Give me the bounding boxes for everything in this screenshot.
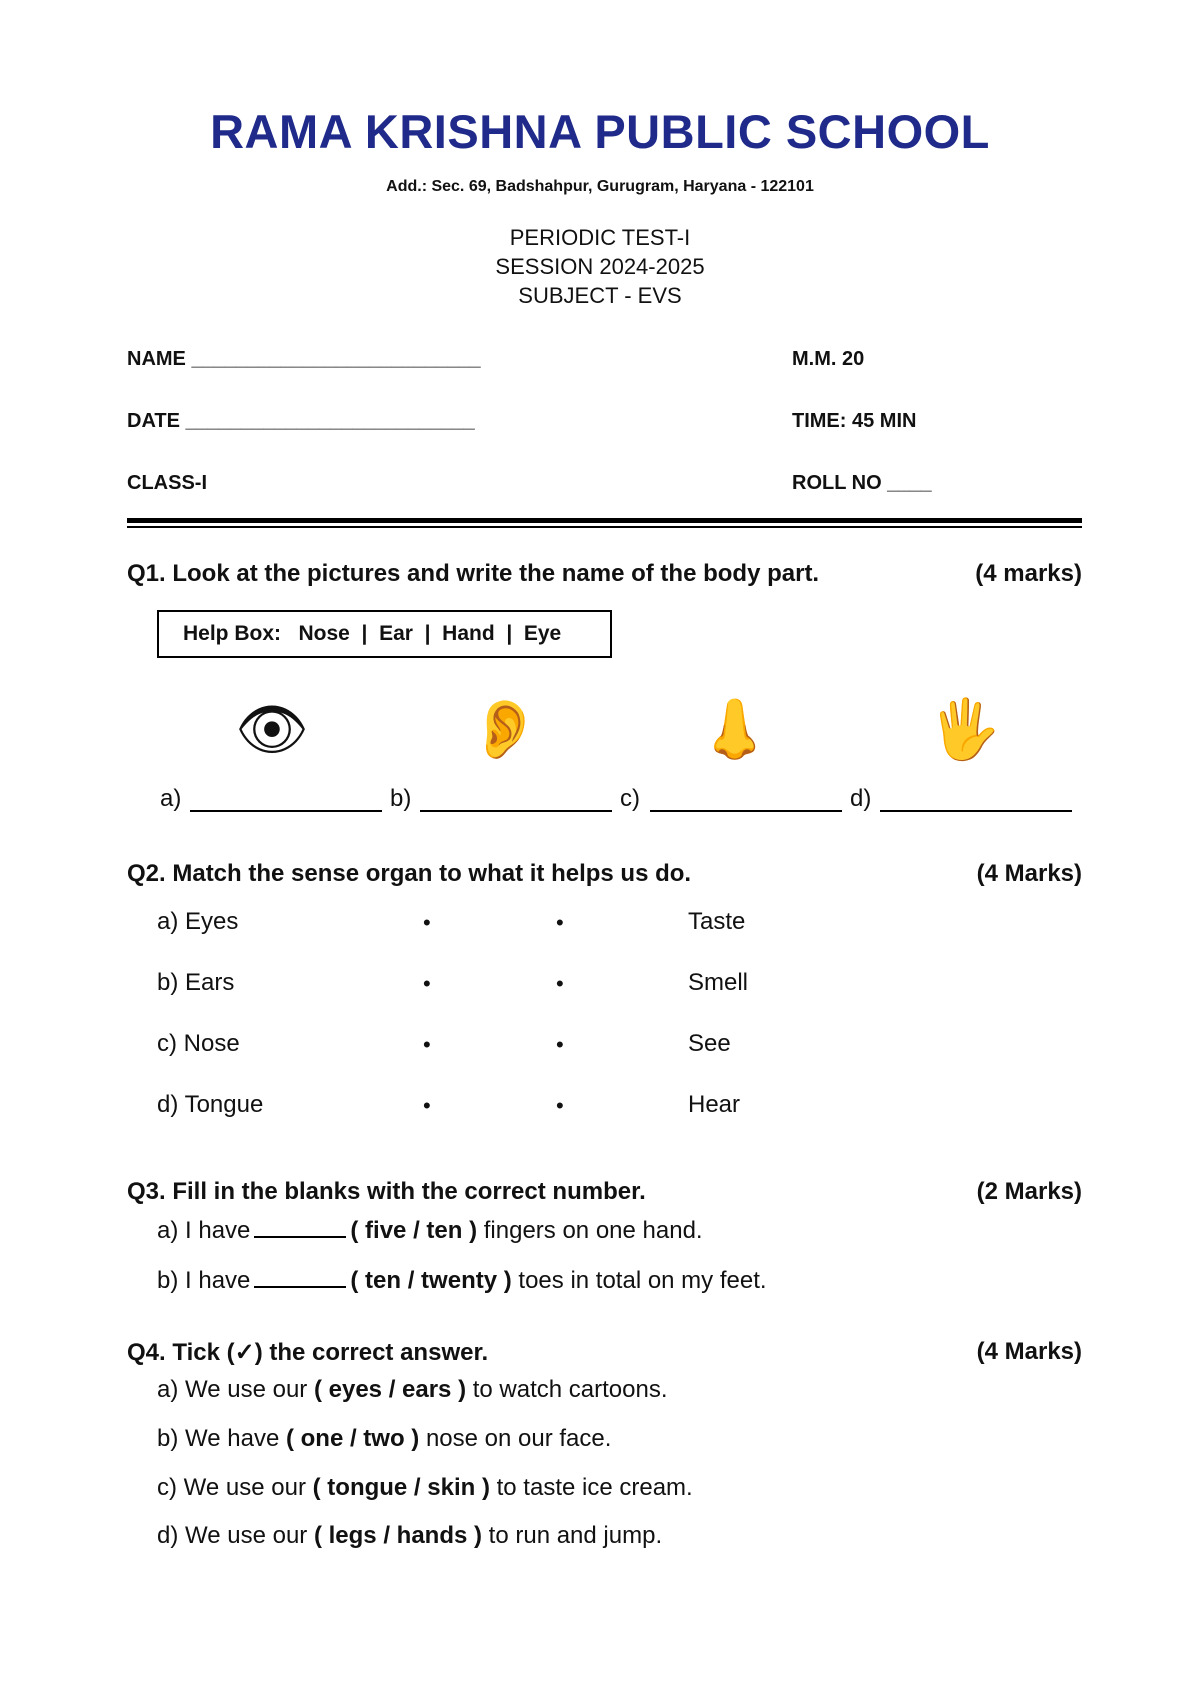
q2-right-item: Taste xyxy=(688,908,746,935)
q4-item-c xyxy=(157,1474,693,1502)
max-marks: M.M. 20 xyxy=(792,348,865,370)
help-box xyxy=(157,610,612,658)
subject-title: SUBJECT - EVS xyxy=(518,283,682,308)
q4-item-d-options[interactable]: ( legs / hands ) xyxy=(313,1522,482,1549)
q4-title: Q4. Tick (✓) the correct answer. xyxy=(127,1339,489,1366)
q4-item-c-pre: c) We use our xyxy=(157,1474,306,1501)
q1-answer-d[interactable] xyxy=(880,810,1072,812)
name-field[interactable]: NAME __________________________ xyxy=(127,348,481,370)
match-dot-left[interactable]: • xyxy=(423,910,431,935)
match-dot-left[interactable]: • xyxy=(423,1093,431,1118)
q2-title: Q2. Match the sense organ to what it helps us do. xyxy=(127,860,692,887)
q3-blank-a[interactable] xyxy=(254,1216,346,1238)
q4-item-b-post: nose on our face. xyxy=(425,1425,612,1452)
q3-blank-b[interactable] xyxy=(254,1266,346,1288)
time-label: TIME: 45 MIN xyxy=(792,410,917,432)
date-field[interactable]: DATE __________________________ xyxy=(127,410,475,432)
q2-left-item: c) Nose xyxy=(157,1030,240,1057)
q3-item-a-post: fingers on one hand. xyxy=(483,1217,703,1244)
q2-left-item: d) Tongue xyxy=(157,1091,264,1118)
q3-title: Q3. Fill in the blanks with the correct number. xyxy=(127,1178,646,1205)
q3-item-b-pre: b) I have xyxy=(157,1267,251,1294)
q1-marks: (4 marks) xyxy=(975,560,1082,587)
q4-item-c-options[interactable]: ( tongue / skin ) xyxy=(312,1474,490,1501)
q2-left-item: a) Eyes xyxy=(157,908,239,935)
q1-answer-a[interactable] xyxy=(190,810,382,812)
header-divider xyxy=(127,518,1082,523)
ear-icon: 👂 xyxy=(468,697,542,762)
eye-icon: 👁 xyxy=(235,697,309,762)
q1-answer-c[interactable] xyxy=(650,810,842,812)
school-address: Add.: Sec. 69, Badshahpur, Gurugram, Haryana - 122101 xyxy=(386,178,814,195)
q4-item-c-post: to taste ice cream. xyxy=(496,1474,693,1501)
session-title: SESSION 2024-2025 xyxy=(495,254,705,279)
q3-item-a xyxy=(157,1216,703,1245)
q2-left-item: b) Ears xyxy=(157,969,235,996)
q4-item-d-pre: d) We use our xyxy=(157,1522,308,1549)
test-title: PERIODIC TEST-I xyxy=(509,225,691,250)
match-dot-right[interactable]: • xyxy=(556,971,564,996)
q4-item-a-pre: a) We use our xyxy=(157,1376,308,1403)
match-dot-right[interactable]: • xyxy=(556,1093,564,1118)
nose-icon: 👃 xyxy=(698,697,772,762)
q3-item-b xyxy=(157,1266,767,1295)
match-dot-right[interactable]: • xyxy=(556,910,564,935)
q2-right-item: Hear xyxy=(688,1091,741,1118)
q2-right-item: Smell xyxy=(688,969,749,996)
q4-item-d-post: to run and jump. xyxy=(488,1522,663,1549)
q1-title: Q1. Look at the pictures and write the name of the body part. xyxy=(127,560,820,587)
hand-icon: 🖐 xyxy=(928,697,1002,762)
q3-item-b-post: toes in total on my feet. xyxy=(518,1267,767,1294)
q4-item-b-options[interactable]: ( one / two ) xyxy=(285,1425,420,1452)
q3-item-a-pre: a) I have xyxy=(157,1217,251,1244)
school-name: RAMA KRISHNA PUBLIC SCHOOL xyxy=(210,105,990,158)
q4-item-b xyxy=(157,1425,611,1453)
class-label: CLASS-I xyxy=(127,472,207,494)
q4-item-d xyxy=(157,1522,662,1550)
header-divider-thin xyxy=(127,526,1082,528)
q3-marks: (2 Marks) xyxy=(976,1178,1082,1205)
q4-item-a-post: to watch cartoons. xyxy=(472,1376,668,1403)
q3-item-a-options: ( five / ten ) xyxy=(350,1217,478,1244)
q3-item-b-options: ( ten / twenty ) xyxy=(350,1267,512,1294)
q1-label-c: c) xyxy=(620,785,640,812)
help-box-text: Help Box: Nose | Ear | Hand | Eye xyxy=(183,622,562,645)
q4-item-a xyxy=(157,1376,668,1404)
q4-marks: (4 Marks) xyxy=(976,1338,1082,1365)
q1-answer-b[interactable] xyxy=(420,810,612,812)
match-dot-left[interactable]: • xyxy=(423,971,431,996)
q4-item-b-pre: b) We have xyxy=(157,1425,280,1452)
roll-no-field[interactable]: ROLL NO ____ xyxy=(792,472,932,494)
q1-label-b: b) xyxy=(390,785,412,812)
q4-item-a-options[interactable]: ( eyes / ears ) xyxy=(313,1376,467,1403)
q1-label-a: a) xyxy=(160,785,182,812)
q2-marks: (4 Marks) xyxy=(976,860,1082,887)
match-dot-right[interactable]: • xyxy=(556,1032,564,1057)
q2-right-item: See xyxy=(688,1030,731,1057)
match-dot-left[interactable]: • xyxy=(423,1032,431,1057)
q1-label-d: d) xyxy=(850,785,872,812)
